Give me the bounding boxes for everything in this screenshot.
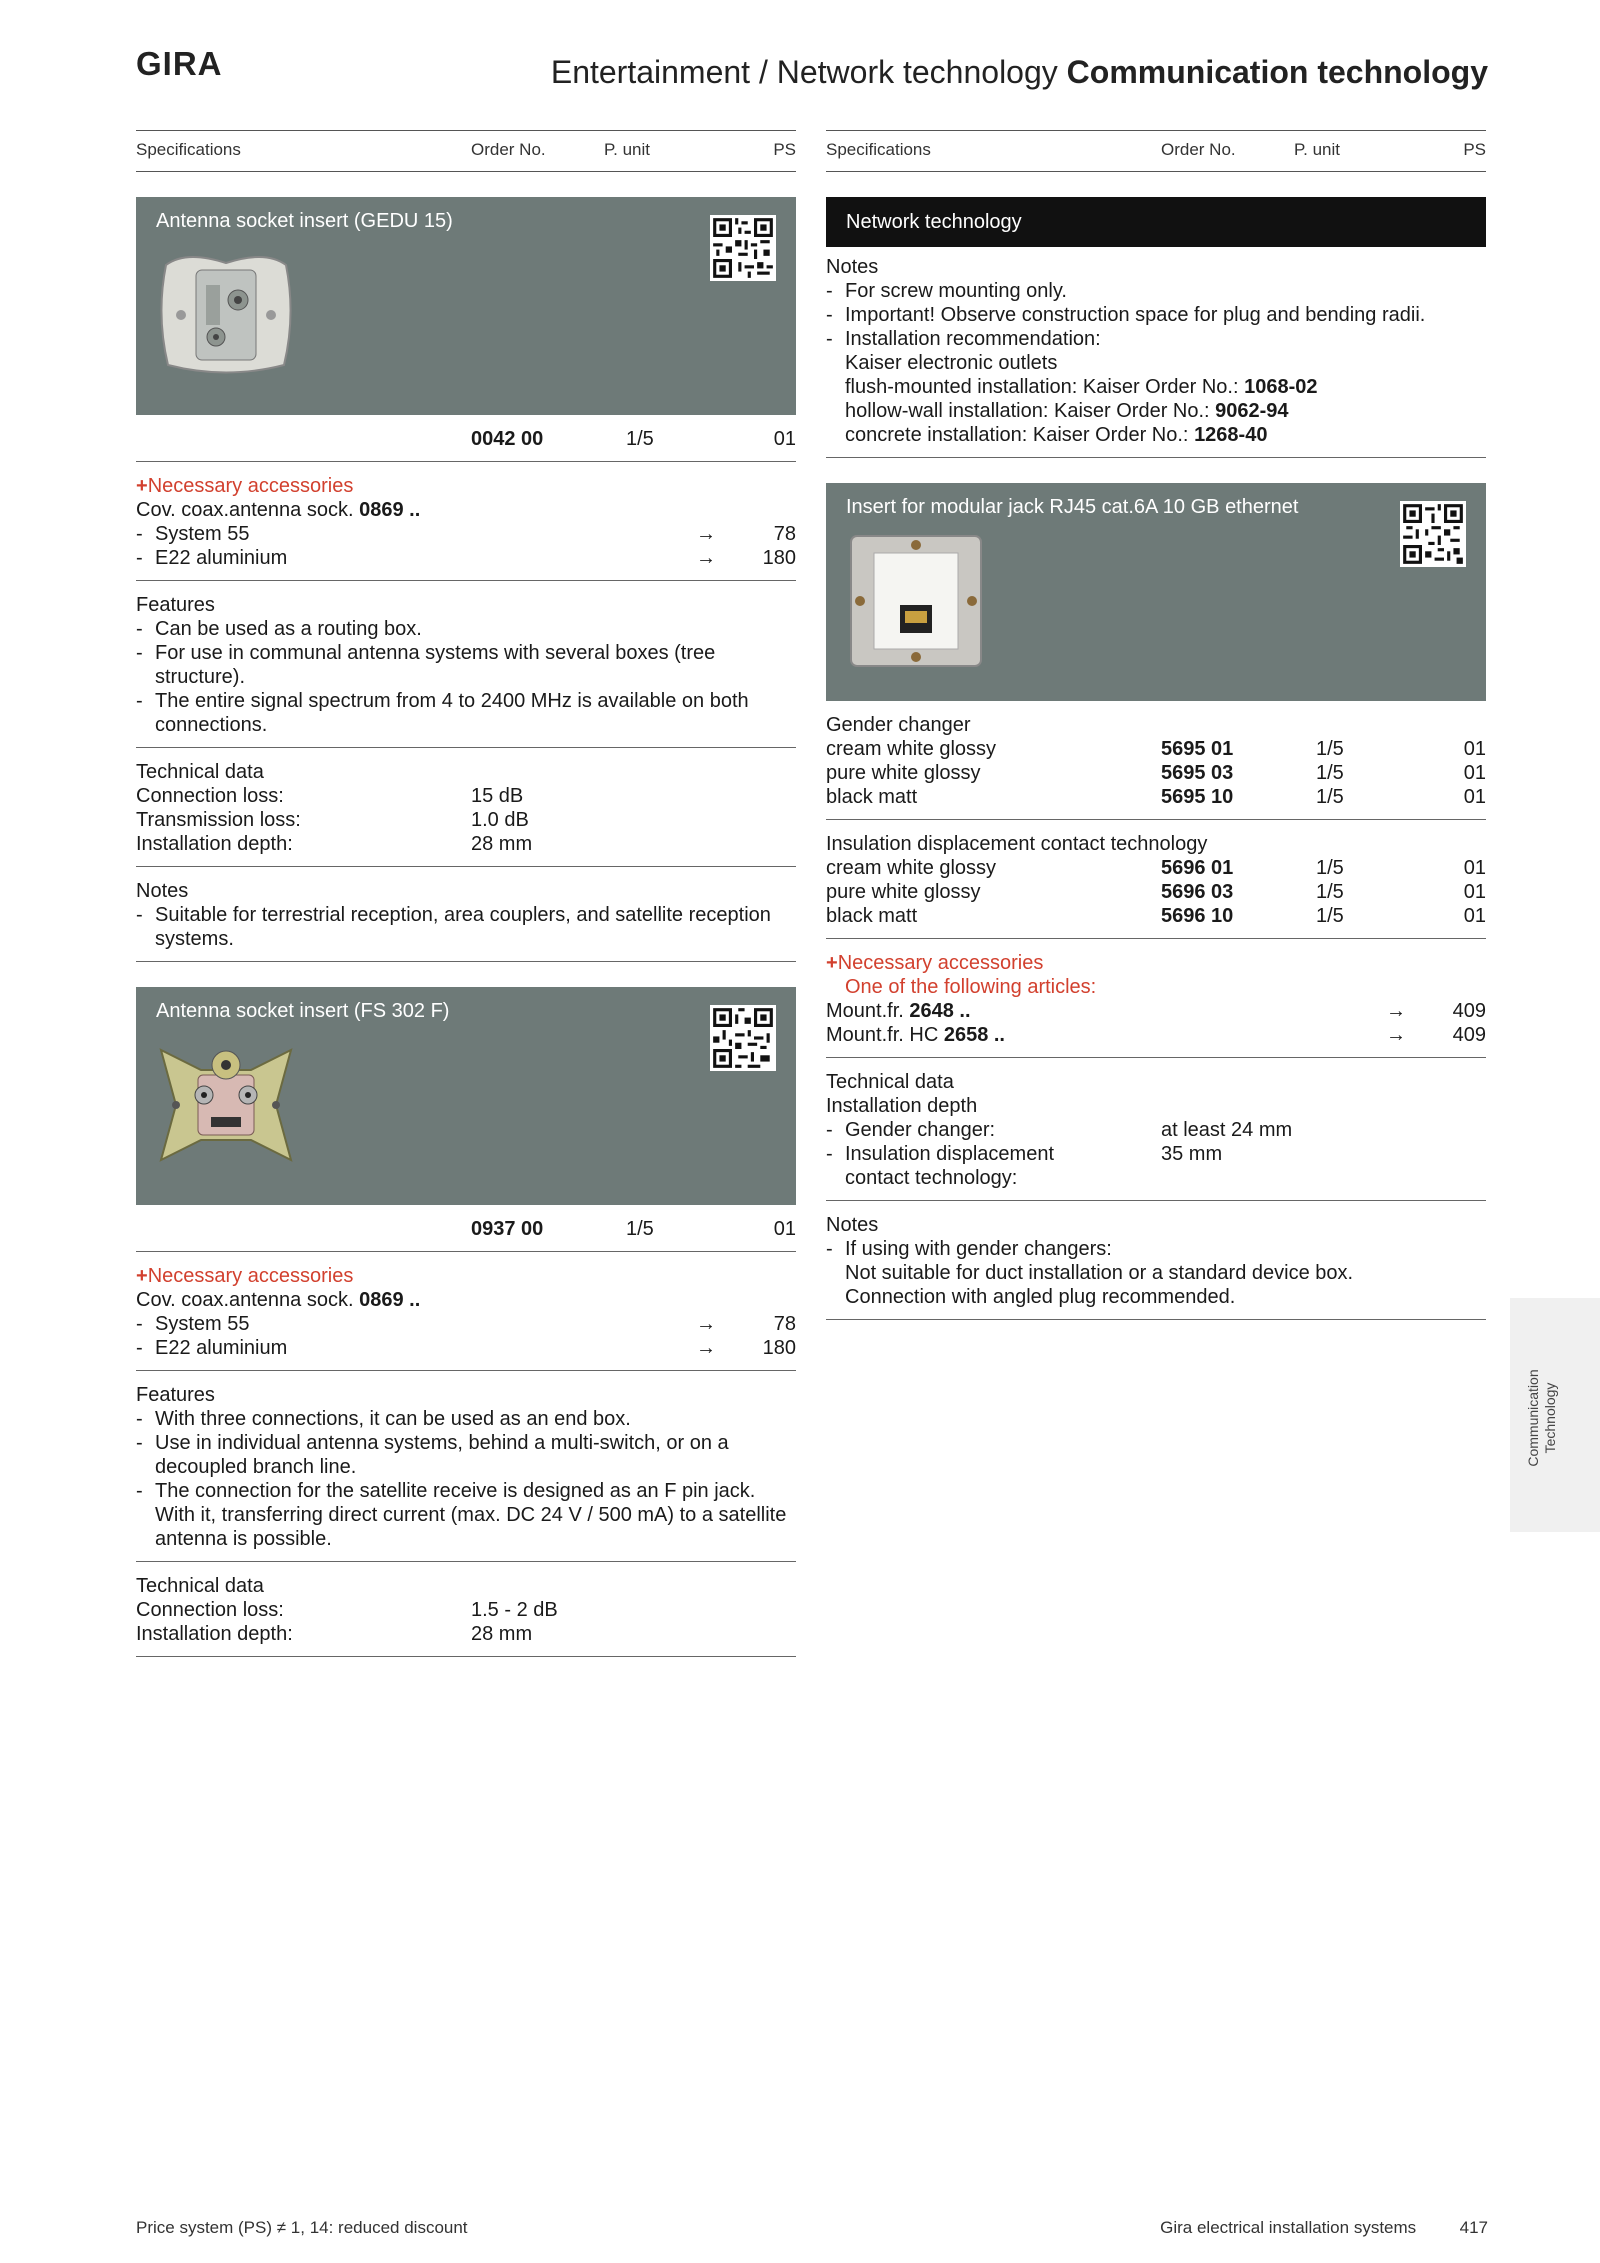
note-subline: hollow-wall installation: Kaiser Order No.: 9062-94 [845,400,1289,422]
feature-item: - The connection for the satellite receive is designed as an F pin jack. With it, transferring direct current (max. DC 24 V / 500 mA) to a satellite antenna is possible. [136,1479,796,1551]
qr-code-icon [710,1005,776,1071]
variant-row: black matt 5695 10 1/5 01 [826,786,1486,808]
features-title: Features [136,1384,215,1406]
arrow-right-icon: → [1386,1024,1406,1046]
arrow-right-icon: → [1386,1000,1406,1022]
order-row [136,415,796,462]
technical-data-section [136,1562,796,1657]
price-system: 01 [773,1218,796,1240]
technical-data-section [826,1058,1486,1201]
variant-row: cream white glossy 5696 01 1/5 01 [826,857,1486,879]
features-section [136,581,796,748]
gender-changer-section [826,701,1486,820]
accessories-title: +Necessary accessories [826,952,1044,974]
accessory-line: Cov. coax.antenna sock. 0869 .. [136,1289,421,1311]
plus-icon: + [136,1265,148,1287]
features-section [136,1371,796,1562]
title-bold: Communication technology [1066,54,1488,90]
accessory-line: Cov. coax.antenna sock. 0869 .. [136,499,421,521]
variant-row: pure white glossy 5695 03 1/5 01 [826,762,1486,784]
th-specifications: Specifications [826,140,931,159]
order-row [136,1205,796,1252]
note-item: - For screw mounting only. [826,279,1486,303]
product-title: Insert for modular jack RJ45 cat.6A 10 GB ethernet [846,496,1299,518]
brand-logo: GIRA [136,45,223,82]
product-title: Antenna socket insert (GEDU 15) [156,210,453,232]
price-system: 01 [773,428,796,450]
feature-item: - With three connections, it can be used as an end box. [136,1407,796,1431]
footer-note: Price system (PS) ≠ 1, 14: reduced discount [136,2218,468,2237]
product-panel-gedu15 [136,197,796,415]
feature-item: - Use in individual antenna systems, behind a multi-switch, or on a decoupled branch line. [136,1431,796,1479]
chapter-side-tab-label: Communication Technology [1525,1369,1558,1467]
plus-icon: + [136,475,148,497]
tech-row: Transmission loss: 1.0 dB [136,809,529,831]
note-subline: flush-mounted installation: Kaiser Order No.: 1068-02 [845,376,1318,398]
arrow-right-icon: → [696,547,716,569]
tech-row: Installation depth: 28 mm [136,1623,533,1645]
accessories-title: +Necessary accessories [136,475,354,497]
note-subline: Connection with angled plug recommended. [845,1286,1236,1308]
arrow-right-icon: → [696,1337,716,1359]
note-item: - Installation recommendation: [826,327,1486,351]
technical-data-section [136,748,796,867]
note-item: - Important! Observe construction space for plug and bending radii. [826,303,1486,327]
features-title: Features [136,594,215,616]
accessories-section [826,939,1486,1058]
technical-data-title: Technical data [826,1071,954,1093]
tech-row: - Gender changer: at least 24 mm [826,1118,1486,1142]
page-title [551,52,1488,92]
antenna-socket-photo-icon [156,245,296,385]
product-panel-fs302f [136,987,796,1205]
accessory-item: - System 55 → 78 [136,1312,796,1336]
accessories-subtitle: One of the following articles: [845,976,1097,998]
qr-code-icon [710,215,776,281]
notes-title: Notes [136,880,189,902]
note-subline: Kaiser electronic outlets [845,352,1058,374]
accessories-section [136,1252,796,1371]
order-number: 0042 00 [471,428,544,450]
tech-row: Connection loss: 15 dB [136,785,524,807]
packing-unit: 1/5 [626,428,654,450]
footer-publication: Gira electrical installation systems [1160,2218,1417,2237]
group-title: Insulation displacement contact technology [826,833,1208,855]
tech-row: - Insulation displacement 35 mm [826,1142,1486,1166]
tech-row-continued: contact technology: [845,1167,1018,1189]
product-panel-rj45 [826,483,1486,701]
accessory-item: - E22 aluminium → 180 [136,546,796,570]
variant-row: pure white glossy 5696 03 1/5 01 [826,881,1486,903]
section-title-bar: Network technology [826,197,1486,247]
th-p-unit: P. unit [604,140,651,159]
technical-data-title: Technical data [136,1575,264,1597]
feature-item: - Can be used as a routing box. [136,617,796,641]
accessories-title: +Necessary accessories [136,1265,354,1287]
accessory-item: - E22 aluminium → 180 [136,1336,796,1360]
footer-right [1160,2216,1488,2240]
note-item: - If using with gender changers: [826,1237,1486,1261]
tech-row: Connection loss: 1.5 - 2 dB [136,1599,558,1621]
table-header [826,130,1486,172]
title-regular: Entertainment / Network technology [550,54,1058,90]
accessories-section [136,462,796,581]
group-title: Gender changer [826,714,971,736]
note-subline: Not suitable for duct installation or a standard device box. [845,1262,1354,1284]
product-title: Antenna socket insert (FS 302 F) [156,1000,450,1022]
th-ps: PS [773,140,796,159]
packing-unit: 1/5 [626,1218,654,1240]
variant-row: cream white glossy 5695 01 1/5 01 [826,738,1486,760]
technical-data-title: Technical data [136,761,264,783]
left-column [136,130,796,1657]
th-ps: PS [1463,140,1486,159]
th-p-unit: P. unit [1294,140,1341,159]
order-number: 0937 00 [471,1218,544,1240]
right-column [826,130,1486,1320]
tech-row: Installation depth: 28 mm [136,833,533,855]
accessory-item: Mount.fr. HC 2658 .. → 409 [826,1024,1486,1046]
variant-row: black matt 5696 10 1/5 01 [826,905,1486,927]
arrow-right-icon: → [696,523,716,545]
note-item: - Suitable for terrestrial reception, area couplers, and satellite reception systems. [136,903,796,951]
accessory-item: Mount.fr. 2648 .. → 409 [826,1000,1486,1022]
rj45-insert-photo-icon [846,531,986,671]
notes-section [826,247,1486,458]
feature-item: - For use in communal antenna systems with several boxes (tree structure). [136,641,796,689]
notes-section [826,1201,1486,1320]
note-subline: concrete installation: Kaiser Order No.: 1268-40 [845,424,1268,446]
page-number: 417 [1459,2218,1488,2237]
notes-title: Notes [826,256,879,278]
feature-item: - The entire signal spectrum from 4 to 2400 MHz is available on both connections. [136,689,796,737]
plus-icon: + [826,952,838,974]
notes-section [136,867,796,962]
table-header [136,130,796,172]
arrow-right-icon: → [696,1313,716,1335]
accessory-item: - System 55 → 78 [136,522,796,546]
qr-code-icon [1400,501,1466,567]
th-order-no: Order No. [471,140,546,159]
tech-subtitle: Installation depth [826,1095,978,1117]
th-specifications: Specifications [136,140,241,159]
notes-title: Notes [826,1214,879,1236]
th-order-no: Order No. [1161,140,1236,159]
chapter-side-tab[interactable] [1510,1298,1600,1532]
idc-section [826,820,1486,939]
antenna-socket-photo-icon [156,1035,296,1175]
